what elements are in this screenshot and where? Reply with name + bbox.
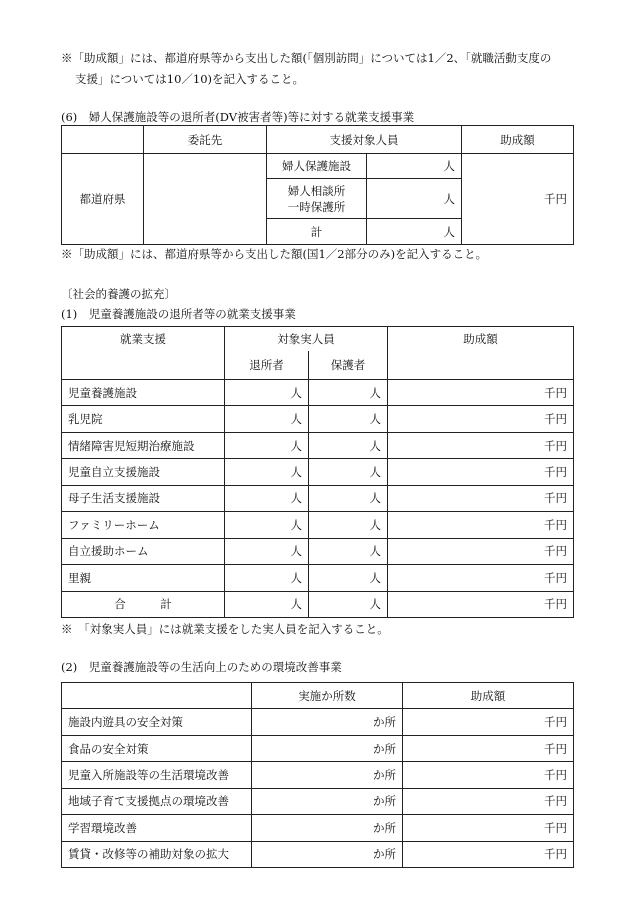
sec2-count-cell[interactable]: か所	[252, 841, 403, 867]
sec1-leavers-cell[interactable]: 人	[225, 512, 309, 538]
sec1-amount-cell[interactable]: 千円	[388, 432, 574, 458]
sec6-empty-header	[62, 126, 144, 154]
sec2-amount-cell[interactable]: 千円	[403, 709, 574, 735]
sec1-row-label: 児童自立支援施設	[62, 459, 225, 485]
sec1-amount-cell[interactable]: 千円	[388, 459, 574, 485]
sec6-header-itaku: 委託先	[144, 126, 267, 154]
sec2-row-label: 施設内遊具の安全対策	[62, 709, 252, 735]
sec1-row-label: ファミリーホーム	[62, 512, 225, 538]
sec1-amount-cell[interactable]: 千円	[388, 379, 574, 405]
sec1-table	[61, 326, 574, 618]
sec1-leavers-cell[interactable]: 人	[225, 565, 309, 591]
sec6-fac2-line2: 一時保護所	[287, 199, 346, 214]
sec2-empty-header	[62, 683, 252, 709]
sec1-amount-cell[interactable]: 千円	[388, 538, 574, 564]
sec6-table	[61, 125, 574, 245]
sec1-leavers-cell[interactable]: 人	[225, 432, 309, 458]
sec1-amount-cell[interactable]: 千円	[388, 485, 574, 511]
sec2-count-cell[interactable]: か所	[252, 735, 403, 761]
sec1-header-guardians: 保護者	[309, 351, 388, 379]
sec1-leavers-cell[interactable]: 人	[225, 538, 309, 564]
sec1-leavers-cell[interactable]: 人	[225, 485, 309, 511]
sec2-table	[61, 682, 574, 868]
sec1-guardians-cell[interactable]: 人	[309, 432, 388, 458]
sec1-amount-cell[interactable]: 千円	[388, 512, 574, 538]
sec6-total-label: 計	[267, 219, 367, 245]
sec2-count-cell[interactable]: か所	[252, 788, 403, 814]
sec2-count-cell[interactable]: か所	[252, 815, 403, 841]
note-top-line1: ※「助成額」には、都道府県等から支出した額(「個別訪問」については1／2、「就職活動支度の	[61, 51, 552, 65]
sec2-count-cell[interactable]: か所	[252, 709, 403, 735]
sec1-row-label: 自立援助ホーム	[62, 538, 225, 564]
sec2-amount-cell[interactable]: 千円	[403, 735, 574, 761]
sec1-guardians-cell[interactable]: 人	[309, 406, 388, 432]
sec1-guardians-cell[interactable]: 人	[309, 538, 388, 564]
sec1-total-guardians[interactable]: 人	[309, 591, 388, 617]
sec1-guardians-cell[interactable]: 人	[309, 485, 388, 511]
sec2-count-cell[interactable]: か所	[252, 762, 403, 788]
sec2-row-label: 児童入所施設等の生活環境改善	[62, 762, 252, 788]
sec6-fac1: 婦人保護施設	[267, 154, 367, 179]
sec1-note: ※ 「対象実人員」には就業支援をした実人員を記入すること。	[61, 622, 389, 636]
sec2-header-count: 実施か所数	[252, 683, 403, 709]
sec1-header-leavers: 退所者	[225, 351, 309, 379]
sec1-header-amount: 助成額	[388, 327, 574, 380]
sec6-header-amount: 助成額	[462, 126, 574, 154]
sec2-row-label: 食品の安全対策	[62, 735, 252, 761]
sec1-row-label: 母子生活支援施設	[62, 485, 225, 511]
sec1-guardians-cell[interactable]: 人	[309, 565, 388, 591]
sec6-total-count[interactable]: 人	[367, 219, 462, 245]
sec6-fac2-line1: 婦人相談所	[287, 183, 346, 198]
sec1-amount-cell[interactable]: 千円	[388, 406, 574, 432]
sec1-row-label: 乳児院	[62, 406, 225, 432]
sec1-guardians-cell[interactable]: 人	[309, 379, 388, 405]
sec6-fac1-count[interactable]: 人	[367, 154, 462, 179]
sec1-row-label: 里親	[62, 565, 225, 591]
sec6-amount[interactable]: 千円	[462, 154, 574, 245]
sec1-leavers-cell[interactable]: 人	[225, 459, 309, 485]
sec1-leavers-cell[interactable]: 人	[225, 406, 309, 432]
sec2-row-label: 学習環境改善	[62, 815, 252, 841]
sec1-amount-cell[interactable]: 千円	[388, 565, 574, 591]
sec1-row-label: 情緒障害児短期治療施設	[62, 432, 225, 458]
sec1-guardians-cell[interactable]: 人	[309, 459, 388, 485]
sec6-row-label: 都道府県	[62, 154, 144, 245]
sec2-amount-cell[interactable]: 千円	[403, 815, 574, 841]
sec2-header-amount: 助成額	[403, 683, 574, 709]
sec1-total-amount[interactable]: 千円	[388, 591, 574, 617]
sec2-row-label: 地域子育て支援拠点の環境改善	[62, 788, 252, 814]
sec1-title: (1) 児童養護施設の退所者等の就業支援事業	[61, 307, 296, 321]
sec1-total-leavers[interactable]: 人	[225, 591, 309, 617]
sec6-header-target: 支援対象人員	[267, 126, 462, 154]
sec1-total-label: 合 計	[62, 591, 225, 617]
sec2-amount-cell[interactable]: 千円	[403, 841, 574, 867]
sec6-fac2-count[interactable]: 人	[367, 179, 462, 219]
sec6-fac2	[267, 179, 367, 219]
sec1-header-target: 対象実人員	[225, 327, 388, 351]
sec2-amount-cell[interactable]: 千円	[403, 788, 574, 814]
sec2-row-label: 賃貸・改修等の補助対象の拡大	[62, 841, 252, 867]
sec6-note: ※「助成額」には、都道府県等から支出した額(国1／2部分のみ)を記入すること。	[61, 247, 488, 261]
note-top-line2: 支援」については10／10)を記入すること。	[75, 72, 305, 86]
sec2-title: (2) 児童養護施設等の生活向上のための環境改善事業	[61, 660, 342, 674]
sec1-leavers-cell[interactable]: 人	[225, 379, 309, 405]
sec6-title: (6) 婦人保護施設等の退所者(DV被害者等)等に対する就業支援事業	[61, 110, 415, 124]
sec2-amount-cell[interactable]: 千円	[403, 762, 574, 788]
sec1-row-label: 児童養護施設	[62, 379, 225, 405]
section-heading: 〔社会的養護の拡充〕	[61, 287, 176, 301]
sec6-itaku-value[interactable]	[144, 154, 267, 245]
sec1-header-support: 就業支援	[62, 327, 225, 380]
sec1-guardians-cell[interactable]: 人	[309, 512, 388, 538]
